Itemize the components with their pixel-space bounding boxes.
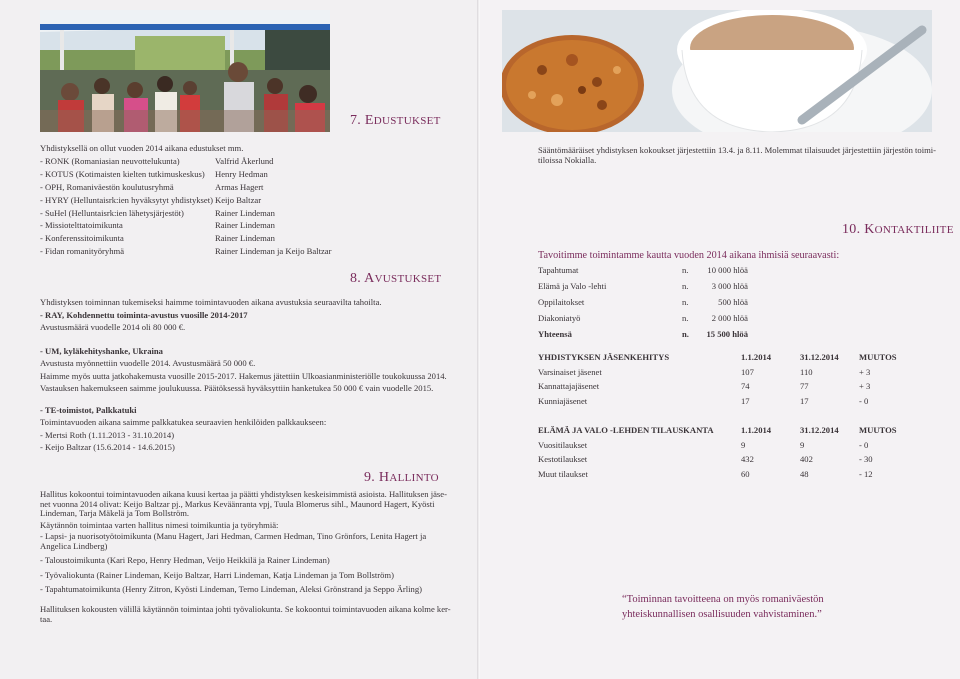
- table-row: Tapahtumat n. 10 000 hlöä: [538, 265, 748, 275]
- heading-kontaktiliite: 10. KONTAKTILIITE: [842, 222, 954, 237]
- edustukset-intro: Yhdistyksellä on ollut vuoden 2014 aikana edustukset mm.: [40, 143, 244, 153]
- list-item: - Fidan romanityöryhmä Rainer Lindeman ja Keijo Baltzar: [40, 246, 332, 257]
- list-item: - Taloustoimikunta (Kari Repo, Henry Hedman, Veijo Heikkilä ja Rainer Lindeman): [40, 555, 330, 565]
- list-item: - OPH, Romaniväestön koulutusryhmä Armas Hagert: [40, 181, 264, 192]
- table-row: Yhteensä n. 15 500 hlöä: [538, 329, 748, 339]
- um-title: - UM, kyläkehityshanke, Ukraina: [40, 346, 163, 356]
- saantomaaraiset-text: Sääntömääräiset yhdistyksen kokoukset järjestettiin 13.4. ja 8.11. Molemmat tilaisuudet järjestettiin järjestön toimi- tiloissa Nokialla.: [538, 145, 937, 165]
- table-row: Varsinaiset jäsenet 107 110 + 3: [538, 366, 871, 377]
- table-row: Muut tilaukset 60 48 - 12: [538, 468, 873, 479]
- list-item: Angelica Lindberg): [40, 540, 108, 551]
- table-row: Diakoniatyö n. 2 000 hlöä: [538, 313, 748, 323]
- heading-edustukset: 7. EDUSTUKSET: [350, 113, 441, 128]
- te-text: Toimintavuoden aikana saimme palkkatukea seuraavien henkilöiden palkkaukseen: - Mertsi Roth (1.11.2013 - 31.10.2014) - Keijo Baltzar (15.6.2014 - 14.6.2015): [40, 417, 327, 453]
- avustukset-intro: Yhdistyksen toiminnan tukemiseksi haimme toimintavuoden aikana avustuksia seuraavilta tahoilta.: [40, 297, 382, 307]
- list-item: - HYRY (Helluntaisrk:ien hyväksytyt yhdistykset) Keijo Baltzar: [40, 194, 262, 205]
- tent-event-photo: [40, 10, 330, 132]
- table-row: Vuositilaukset 9 9 - 0: [538, 439, 869, 450]
- hallinto-paragraph-2: Käytännön toimintaa varten hallitus nimesi toimikuntia ja työryhmiä:: [40, 520, 279, 530]
- list-item: - Työvaliokunta (Rainer Lindeman, Keijo Baltzar, Harri Lindeman, Katja Lindeman ja Tom Bollström): [40, 569, 394, 580]
- table-row: Kestotilaukset 432 402 - 30: [538, 454, 873, 465]
- list-item: - Missiotelttatoimikunta Rainer Lindeman: [40, 220, 275, 231]
- table-header-row: ELÄMÄ JA VALO -LEHDEN TILAUSKANTA 1.1.2014 31.12.2014 MUUTOS: [538, 425, 897, 436]
- list-item: - Konferenssitoimikunta Rainer Lindeman: [40, 233, 275, 244]
- ray-title: - RAY, Kohdennettu toiminta-avustus vuosille 2014-2017: [40, 310, 248, 320]
- members-table: [538, 350, 919, 408]
- table-row: Oppilaitokset n. 500 hlöä: [538, 297, 748, 307]
- subscriptions-table: [538, 423, 919, 481]
- list-item: - KOTUS (Kotimaisten kielten tutkimuskeskus) Henry Hedman: [40, 168, 268, 179]
- te-title: - TE-toimistot, Palkkatuki: [40, 405, 137, 415]
- ray-text: Avustusmäärä vuodelle 2014 oli 80 000 €.: [40, 322, 186, 332]
- reach-title: Tavoitimme toimintamme kautta vuoden 2014 aikana ihmisiä seuraavasti:: [538, 250, 840, 261]
- list-item: - SuHel (Helluntaisrk:ien lähetysjärjestöt) Rainer Lindeman: [40, 207, 275, 218]
- hallinto-paragraph-1: Hallitus kokoontui toimintavuoden aikana kuusi kertaa ja päätti yhdistyksen keskeisimmistä asioista. Hallituksen jäse- net vuonna 2014 olivat: Keijo Baltzar pj., Markus Keväänranta vpj, Tuula Blomerus sihl., Maunord Hagert, Kyösti Lindeman, Tarja Mäkelä ja Tom Bollström.: [40, 489, 447, 518]
- heading-hallinto: 9. HALLINTO: [364, 470, 439, 485]
- table-row: Elämä ja Valo -lehti n. 3 000 hlöä: [538, 281, 748, 291]
- pull-quote: “Toiminnan tavoitteena on myös romaniväestön yhteiskunnallisen osallisuuden vahvistaminen.”: [622, 594, 824, 620]
- list-item: - Lapsi- ja nuorisotyötoimikunta (Manu Hagert, Jari Hedman, Carmen Hedman, Tino Grönfors, Lenita Hagert ja: [40, 531, 427, 541]
- heading-avustukset: 8. AVUSTUKSET: [350, 271, 442, 286]
- edustukset-list: [40, 155, 332, 258]
- left-page: [0, 0, 478, 679]
- table-row: Kannattajajäsenet 74 77 + 3: [538, 381, 871, 392]
- right-page: [480, 0, 960, 679]
- hallinto-paragraph-3: Hallituksen kokousten välillä käytännön toimintaa johti työvaliokunta. Se kokoontui toimintavuoden aikana kolme ker- taa.: [40, 604, 451, 624]
- tea-cookie-photo: [502, 10, 932, 132]
- um-text: Avustusta myönnettiin vuodelle 2014. Avustusmäärä 50 000 €. Haimme myös uutta jatkohakemusta vuosille 2015-2017. Hakemus jätettiin Ulkoasianministeriölle toukokuussa 2014. Vastauksen hakemukseen saimme joulukuussa. Päätöksessä hyväksyttiin hanketukea 50 000 € vain vuodelle 2015.: [40, 358, 447, 394]
- photo-illustration: [40, 10, 330, 132]
- list-item: - Tapahtumatoimikunta (Henry Zitron, Kyösti Lindeman, Terno Lindeman, Aleksi Grönstrand ja Seppo Ärling): [40, 584, 423, 594]
- list-item: - RONK (Romaniasian neuvottelukunta) Valfrid Åkerlund: [40, 156, 274, 166]
- table-row: Kunniajäsenet 17 17 - 0: [538, 395, 869, 406]
- table-header-row: YHDISTYKSEN JÄSENKEHITYS 1.1.2014 31.12.2014 MUUTOS: [538, 352, 897, 363]
- toimikunnat-list: [40, 532, 426, 595]
- reach-table: [538, 262, 748, 342]
- photo-illustration: [502, 10, 932, 132]
